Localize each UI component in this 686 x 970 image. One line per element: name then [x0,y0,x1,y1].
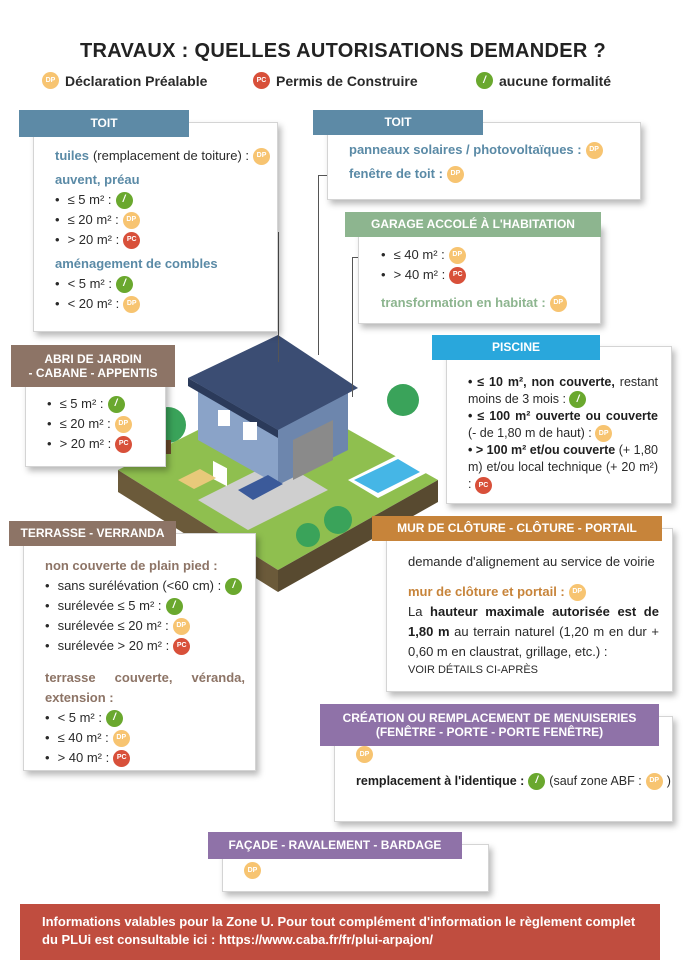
legend-pc [253,72,418,89]
abri-item: • > 20 m² : [59,436,112,451]
dp-badge-icon: DP [586,142,603,159]
menuiseries-header-line1: CRÉATION OU REMPLACEMENT DE MENUISERIES [342,710,637,725]
pc-badge-icon: PC [113,750,130,767]
page-title: TRAVAUX : QUELLES AUTORISATIONS DEMANDER ? [80,40,606,62]
terrasse-content [45,556,245,768]
abri-header-line1: ABRI DE JARDIN [44,351,142,366]
auvent-item: • ≤ 20 m² : [67,212,119,227]
toit-left-content [55,146,270,314]
no-formality-badge-icon: / [225,578,242,595]
combles-title: aménagement de combles [55,256,218,271]
dp-badge-icon: DP [123,212,140,229]
mur-title: mur de clôture et portail : [408,584,565,599]
abri-item: • ≤ 5 m² : [59,396,104,411]
abri-content [47,394,132,454]
cloture-demande: demande d'alignement au service de voirie [408,554,655,569]
dp-badge-icon: DP [569,584,586,601]
dp-badge-icon: DP [550,295,567,312]
panneaux-label: panneaux solaires / photovoltaïques : [349,142,582,157]
no-formality-badge-icon: / [528,773,545,790]
sauf-abf: (sauf zone ABF : [549,774,642,788]
footer-info: Informations valables pour la Zone U. Pour tout complément d'information le règlement complet du PLUi est consultable ici : https://www.caba.fr/fr/plui-arpajon/ [20,904,660,960]
no-formality-badge-icon: / [569,391,586,408]
combles-item: • < 20 m² : [67,296,120,311]
legend-pc-label: Permis de Construire [276,72,418,89]
dp-badge-icon: DP [646,773,663,790]
dp-badge-icon: DP [173,618,190,635]
toit-right-header: TOIT [313,110,483,135]
abri-header [11,345,175,387]
terrasse-item: • surélevée ≤ 5 m² : [57,598,162,613]
tuiles-rest: (remplacement de toiture) : [92,148,250,163]
pc-badge-icon: PC [123,232,140,249]
dp-badge-icon: DP [113,730,130,747]
piscine-item2-bold: ≤ 100 m² ouverte ou couverte [477,409,659,424]
piscine-item2-rest: (- de 1,80 m de haut) : [468,426,592,441]
facade-content [244,862,261,879]
cloture-content [408,552,659,678]
toit-right-content [349,140,603,184]
piscine-item1-rest: restant moins de 3 mois : [468,375,658,406]
legend-dp [42,72,207,89]
garage-item: • > 40 m² : [393,267,446,282]
menuiseries-header [320,704,659,746]
garage-item: • ≤ 40 m² : [393,247,445,262]
terrasse-sub2: terrasse couverte, véranda, extension : [45,670,245,705]
dp-badge-icon: DP [449,247,466,264]
piscine-item1-bold: ≤ 10 m², non couverte, [477,375,615,389]
pc-badge-icon: PC [475,477,492,494]
pc-badge-icon: PC [253,72,270,89]
dp-badge-icon: DP [447,166,464,183]
terrasse-sub1: non couverte de plain pied : [45,558,218,573]
piscine-item3-rest: (+ 1,80 m) et/ou local technique (+ 20 m²) : [468,443,658,492]
no-formality-badge-icon: / [106,710,123,727]
toit-left-header: TOIT [19,110,189,137]
terrasse-item: • < 5 m² : [57,710,102,725]
legend-dp-label: Déclaration Préalable [65,72,208,89]
dp-badge-icon: DP [595,425,612,442]
transformation-label: transformation en habitat : [381,295,546,310]
combles-item: • < 5 m² : [67,276,112,291]
hauteur-pre: La [408,604,423,619]
piscine-content: • ≤ 10 m², non couverte, restant moins de 3 mois : / • ≤ 100 m² ouverte ou couverte (- de 1,80 m de haut) : DP • > 100 m² et/ou couverte (+ 1,80 m) et/ou local technique (+ 20 m²) : PC [468,374,658,494]
cloture-header: MUR DE CLÔTURE - CLÔTURE - PORTAIL [372,516,662,541]
menuiseries-content [356,746,671,791]
garage-header: GARAGE ACCOLÉ À L'HABITATION [345,212,601,237]
fenetre-toit-label: fenêtre de toit : [349,166,443,181]
dp-badge-icon: DP [253,148,270,165]
pc-badge-icon: PC [115,436,132,453]
voir-details: VOIR DÉTAILS CI-APRÈS [408,664,538,676]
hauteur-bold: hauteur maximale autorisée est de 1,80 m [408,604,659,639]
sauf-close: ) [666,774,671,788]
hauteur-rest: au terrain naturel (1,20 m en dur + 0,60 m en claustrat, grillage, etc.) : [408,624,659,659]
piscine-item3-bold: > 100 m² et/ou couverte [475,443,616,458]
no-formality-badge-icon: / [116,192,133,209]
menuiseries-header-line2: (FENÊTRE - PORTE - PORTE FENÊTRE) [375,725,604,739]
pc-badge-icon: PC [449,267,466,284]
auvent-item: • > 20 m² : [67,232,120,247]
terrasse-item: • surélevée > 20 m² : [57,638,170,653]
dp-badge-icon: DP [356,746,373,763]
terrasse-header: TERRASSE - VERRANDA [9,521,176,546]
legend-none-label: aucune formalité [499,72,612,89]
dp-badge-icon: DP [123,296,140,313]
dp-badge-icon: DP [42,72,59,89]
dp-badge-icon: DP [115,416,132,433]
abri-item: • ≤ 20 m² : [59,416,111,431]
dp-badge-icon: DP [244,862,261,879]
auvent-item: • ≤ 5 m² : [67,192,112,207]
abri-header-line2: - CABANE - APPENTIS [28,366,158,380]
terrasse-item: • > 40 m² : [57,750,110,765]
no-formality-badge-icon: / [108,396,125,413]
terrasse-item: • ≤ 40 m² : [57,730,109,745]
garage-content [381,245,567,313]
no-formality-badge-icon: / [166,598,183,615]
remplacement-label: remplacement à l'identique : [356,774,525,788]
piscine-header: PISCINE [432,335,600,360]
no-formality-badge-icon: / [116,276,133,293]
auvent-title: auvent, préau [55,172,140,187]
terrasse-item: • sans surélévation (<60 cm) : [57,578,222,593]
facade-header: FAÇADE - RAVALEMENT - BARDAGE [208,832,462,859]
pc-badge-icon: PC [173,638,190,655]
legend-none [476,72,611,89]
tuiles-label: tuiles [55,148,89,163]
no-formality-badge-icon: / [476,72,493,89]
terrasse-item: • surélevée ≤ 20 m² : [57,618,169,633]
